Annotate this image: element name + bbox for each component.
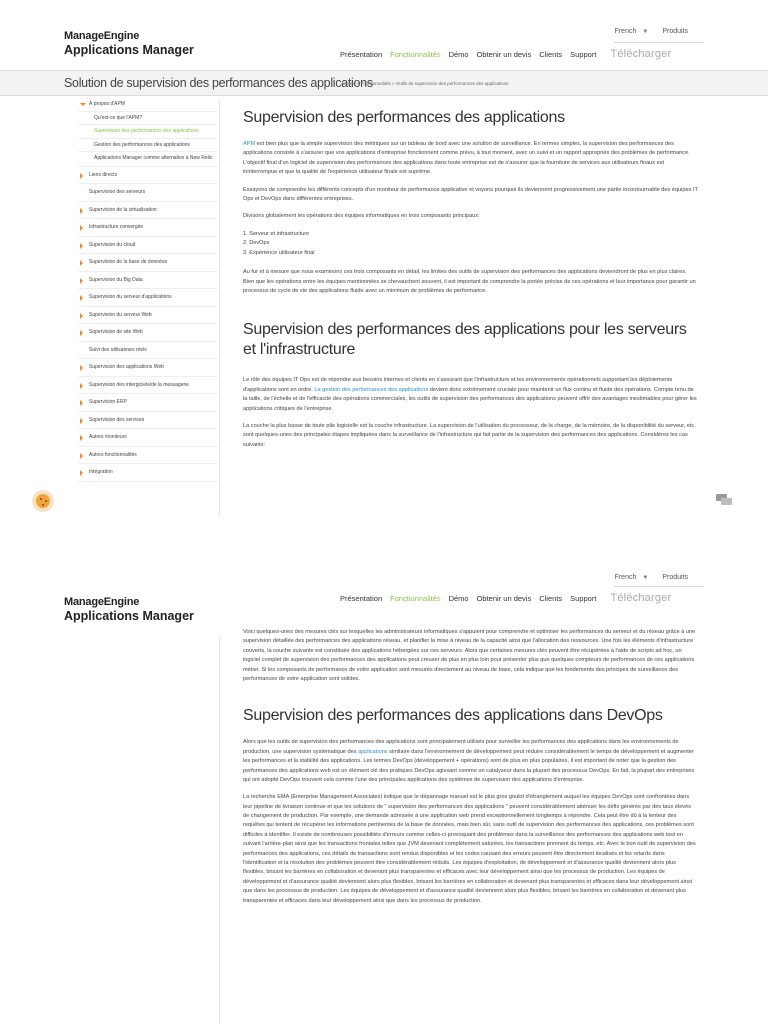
main-nav xyxy=(340,592,671,604)
chevron-right-icon xyxy=(80,260,83,266)
paragraph-text: Le rôle des équipes IT Ops est de répondre aux besoins internes et clients en s'assurant que l'infrastructure et les environnements opérationnels supportant les déploiements d'applications sont en ordre. xyxy=(243,377,673,393)
sidebar-item[interactable] xyxy=(78,289,218,307)
logo[interactable] xyxy=(64,30,194,57)
nav-clients[interactable]: Clients xyxy=(539,49,563,59)
nav-demo[interactable]: Démo xyxy=(448,49,469,59)
sidebar-item-label: Supervision de la virtualisation xyxy=(89,206,157,213)
nav-presentation[interactable]: Présentation xyxy=(340,49,383,59)
sidebar-subitem-active[interactable]: Supervision des performances des applications xyxy=(78,125,218,139)
sidebar-item-label: Supervision des intergiciels/de la messagerie xyxy=(89,381,190,388)
nav-quote[interactable]: Obtenir un devis xyxy=(476,49,532,59)
sidebar-item[interactable] xyxy=(78,184,218,202)
chevron-right-icon xyxy=(80,383,83,389)
products-link[interactable]: Produits xyxy=(662,28,688,35)
section-heading: Supervision des performances des applications pour les serveurs et l'infrastructure xyxy=(243,321,687,359)
chevron-down-icon: ▼ xyxy=(642,28,649,35)
chat-icon[interactable] xyxy=(716,494,732,506)
paragraph: Essayons de comprendre les différents concepts d'un moniteur de performance applicative et voyons pourquoi ils deviennent progressivement une partie incontournable des équipes IT Ops et DevOps dans différentes entreprises. xyxy=(243,186,698,202)
paragraph-text: Alors que les outils de supervision des performances des applications sont principalement utilisés pour surveiller les performances des applications dans les environnements de production, une supervision systématique des xyxy=(243,739,679,755)
site-header-sticky xyxy=(0,566,768,636)
chevron-right-icon xyxy=(80,173,83,179)
sidebar-item-label: Autres moniteurs xyxy=(89,434,127,440)
sidebar-item[interactable] xyxy=(78,254,218,272)
language-selector[interactable] xyxy=(615,574,649,581)
sidebar-item-label: Supervision du serveur Web xyxy=(89,311,152,318)
chevron-down-icon: ▼ xyxy=(642,574,649,581)
sidebar-section-about-apm[interactable] xyxy=(78,98,218,112)
breadcrumb[interactable]: Accueil » Fonctionnalités » Outils de supervision des performances des applications xyxy=(341,81,509,86)
paragraph-text: est bien plus que la simple supervision des métriques sur un tableau de bord avec une solution de surveillance. En termes simples, la supervision des performances des applications consiste à s'assurer que vos applications d'entreprise fonctionnent comme prévu, à tout moment, avec un suivi et un rapport appropriés des problèmes de performance. L'objectif final d'un logiciel de supervision des performances des applications dans toute entreprise est de s'assurer que la fourniture de services aux utilisateurs finaux est ininterrompue et que la qualité de l'expérience utilisateur finale est suprême. xyxy=(243,141,690,176)
sidebar-subitem[interactable]: Qu'est-ce que l'APM? xyxy=(78,112,218,126)
product-name: Applications Manager xyxy=(64,43,194,57)
site-header xyxy=(0,0,768,70)
chevron-right-icon xyxy=(80,243,83,249)
sidebar-item-label: Supervision du Big Data xyxy=(89,276,143,283)
logo[interactable] xyxy=(64,596,194,623)
paragraph xyxy=(243,376,698,414)
sidebar-item-label: Infrastructure convergée xyxy=(89,224,144,230)
chevron-right-icon xyxy=(80,418,83,424)
sidebar-subitem[interactable]: Applications Manager comme alternative à New Relic xyxy=(78,152,218,167)
sidebar-item[interactable] xyxy=(78,202,218,220)
main-content-continued xyxy=(243,628,698,906)
top-links xyxy=(615,574,688,581)
chevron-right-icon xyxy=(80,313,83,319)
chevron-right-icon xyxy=(80,225,83,231)
brand-name: ManageEngine xyxy=(64,596,140,608)
sidebar-item-label: Supervision du serveur d'applications xyxy=(89,294,172,300)
list-item: 2. DevOps xyxy=(243,240,270,247)
page-title-bar xyxy=(0,70,768,96)
main-nav xyxy=(340,48,671,60)
sidebar-item-label: Supervision des services xyxy=(89,416,145,423)
main-content xyxy=(243,108,698,450)
chevron-right-icon xyxy=(80,278,83,284)
download-button[interactable]: Télécharger xyxy=(610,48,672,60)
sidebar-item[interactable] xyxy=(78,394,218,412)
cookie-chip xyxy=(42,504,44,506)
nav-support[interactable]: Support xyxy=(570,593,597,603)
paragraph xyxy=(243,738,698,785)
language-label: French xyxy=(614,574,637,581)
paragraph: Voici quelques-unes des mesures clés sur lesquelles les administrateurs informatiques s'appuient pour comprendre et optimiser les performances du serveur et du réseau grâce à une supervision détaillée des performances des applications réseau, et planifier la mise à niveau de la capacité ainsi que l'allocation des ressources. Une fois les éléments d'infrastructure couverts, la couche suivante est constituée des applications hébergées sur ces serveurs. Alors que certaines mesures clés peuvent être récupérées à l'aide de scripts ad hoc, un logiciel complet de supervision des performances des applications peut creuser de plus en plus loin pour présenter plus que quelques compteurs de performances de ces applications métier. Si les composants de performance de votre application sont mesurés directement au niveau de base, cela indique que les fondements des principes de surveillance des performances de votre application sont solides. xyxy=(243,629,696,682)
sidebar-item[interactable] xyxy=(78,464,218,482)
sidebar-item-label: Supervision des applications Web xyxy=(89,364,164,370)
sidebar-item[interactable] xyxy=(78,429,218,447)
paragraph: Au fur et à mesure que nous examinons ces trois composants en détail, les limites des outils de supervision des performances des applications deviendront de plus en plus claires. Bien que les opérations entre les équipes mentionnées se chevauchent souvent, il est important de comprendre la portée précise de ces opérations et leur importance pour garantir un processus de cycle de vie des applications fluide avec un minimum de problèmes de performance. xyxy=(243,269,696,295)
list-item: 1. Serveur et infrastructure xyxy=(243,230,310,237)
chevron-right-icon xyxy=(80,470,83,476)
nav-clients[interactable]: Clients xyxy=(539,593,563,603)
nav-features[interactable]: Fonctionnalités xyxy=(390,49,441,59)
nav-features[interactable]: Fonctionnalités xyxy=(390,593,441,603)
sidebar-item[interactable] xyxy=(78,447,218,465)
cookie-icon[interactable] xyxy=(32,490,54,512)
page-title: Solution de supervision des performances des applications xyxy=(64,76,373,90)
chat-bubble xyxy=(721,498,732,505)
paragraph: Divisons globalement les opérations des équipes informatiques en trois composants principaux: xyxy=(243,213,480,220)
divider xyxy=(614,42,704,43)
language-label: French xyxy=(614,28,637,35)
language-selector[interactable] xyxy=(615,28,649,35)
sidebar-item[interactable] xyxy=(78,219,218,237)
divider xyxy=(219,98,220,518)
sidebar-item[interactable] xyxy=(78,342,218,360)
nav-quote[interactable]: Obtenir un devis xyxy=(476,593,532,603)
products-link[interactable]: Produits xyxy=(662,574,688,581)
chevron-right-icon xyxy=(80,208,83,214)
sidebar xyxy=(78,98,218,482)
sidebar-item-label: Intégration xyxy=(89,469,113,475)
chevron-right-icon xyxy=(80,453,83,459)
sidebar-item[interactable] xyxy=(78,412,218,430)
divider xyxy=(219,636,220,1024)
section-heading: Supervision des performances des applications xyxy=(243,109,565,126)
sidebar-item-label: Liens directs xyxy=(89,171,118,178)
cookie-chip xyxy=(45,500,47,502)
sidebar-item[interactable] xyxy=(78,272,218,290)
sidebar-item[interactable] xyxy=(78,359,218,377)
cookie-chip xyxy=(40,498,42,500)
apm-management-link[interactable]: La gestion des performances des applications xyxy=(314,386,429,393)
sidebar-item[interactable] xyxy=(78,237,218,255)
apm-link[interactable]: APM xyxy=(243,141,256,147)
sidebar-item-label: Supervision de la base de données xyxy=(89,259,168,265)
sidebar-item[interactable] xyxy=(78,167,218,185)
sidebar-item[interactable] xyxy=(78,377,218,395)
product-name: Applications Manager xyxy=(64,609,194,623)
section-heading: Supervision des performances des applications dans DevOps xyxy=(243,707,663,725)
divider xyxy=(614,586,704,587)
sidebar-item[interactable] xyxy=(78,324,218,342)
chevron-right-icon xyxy=(80,330,83,336)
sidebar-item-label: Supervision du cloud xyxy=(89,241,136,248)
applications-link[interactable]: applications xyxy=(358,748,388,755)
paragraph-text: devient donc extrêmement cruciale pour maintenir un flux continu et fluide des opérations. Compte tenu de la taille, de l'échelle et de l'efficacité des opérations commerciales, les outils de supervision des performances des applications peuvent offrir des avantages inestimables pour gérer les applications critiques de l'entreprise. xyxy=(243,386,697,412)
paragraph xyxy=(243,140,698,178)
sidebar-item-label: Supervision des serveurs xyxy=(89,189,146,195)
nav-demo[interactable]: Démo xyxy=(448,593,469,603)
chevron-right-icon xyxy=(80,295,83,301)
list-item: 3. Expérience utilisateur final xyxy=(243,249,315,256)
sidebar-item[interactable] xyxy=(78,307,218,325)
nav-presentation[interactable]: Présentation xyxy=(340,593,383,603)
sidebar-item-label: Autres fonctionnalités xyxy=(89,451,137,458)
chevron-down-icon xyxy=(80,103,86,106)
sidebar-item-label: À propos d'APM xyxy=(89,101,125,107)
chevron-right-icon xyxy=(80,400,83,406)
component-list xyxy=(243,230,698,259)
brand-name: ManageEngine xyxy=(64,30,140,42)
nav-support[interactable]: Support xyxy=(570,49,597,59)
paragraph: La couche la plus basse de toute pile logicielle est la couche infrastructure. La supervision de l'utilisation du processeur, de la charge, de la mémoire, de la disponibilité du serveur, etc. sont quelques-unes des principales étapes impliquées dans la surveillance de l'infrastructure qui fait partie de la supervision des performances des applications. Considérez les cas suivants: xyxy=(243,422,696,448)
paragraph: La recherche EMA (Enterprise Management Associates) indique que le dépannage manuel est le plus gros goulot d'étranglement auquel les équipes DevOps sont confrontées dans leur pipeline de livraison continue et que les solutions de " supervision des performances des applications " peuvent considérablement atténuer les défis générés par des taux élevés de changement de production. Par exemple, une demande adressée à une application web prend exceptionnellement longtemps à répondre. Cela peut être dû à la lenteur des requêtes qui tentent de récupérer les informations pertinentes de la base de données, mais bien sûr, sans outil de supervision des performances des applications, ces problèmes sont difficiles à identifier. Il existe de nombreuses possibilités d'erreurs comme celles-ci provoquant des problèmes dans la surveillance des performances des applications web tout en suivant l'arrière-plan ainsi que les transactions frontales telles que JVM devenant complètement saturées, les transactions prennent du temps, etc. Avec le bon outil de supervision des performances des applications, ces détails de transactions sont rendus disponibles et les codes causant des erreurs peuvent être directement localisés et les retards dans l'identification et la résolution des problèmes peuvent être considérablement réduits. Les équipes d'exploitation, de développement et d'assurance qualité deviennent alors plus flexibles, brisant les barrières en collaboration et devenant plus transparentes et efficaces avec leur développement ainsi que les processus de production. Les équipes de développement et d'assurance qualité deviennent alors plus flexibles, brisant les barrières en collaboration et devenant plus transparentes et efficaces dans leur développement ainsi que dans les processus de production. Les équipes de développement et d'assurance qualité deviennent alors plus flexibles, brisant les barrières en collaboration et devenant plus transparentes et efficaces dans leur développement ainsi que dans les processus de production. xyxy=(243,794,696,904)
download-button[interactable]: Télécharger xyxy=(610,592,672,604)
chevron-right-icon xyxy=(80,435,83,441)
sidebar-item-label: Supervision de site Web xyxy=(89,329,143,335)
paragraph-text: similaire dans l'environnement de développement peut réduire considérablement le temps de développement et augmenter les performances et la stabilité des applications. Les termes DevOps (développement + opérations) sont de plus en plus populaires, il est important de noter que la gestion des performances des applications web est un élément clé des pratiques DevOps agissant comme un catalyseur dans la plupart des processus DevOps. En fait, la plupart des entreprises qui ont adopté DevOps trouvent cela comme l'une des principales applications des systèmes de supervision des applications d'entreprise. xyxy=(243,748,695,783)
chevron-right-icon xyxy=(80,365,83,371)
sidebar-subitem[interactable]: Gestion des performances des applications xyxy=(78,139,218,153)
sidebar-item-label: Supervision ERP xyxy=(89,399,127,405)
sidebar-item-label: Suivi des utilisateurs réels xyxy=(89,346,147,353)
top-links xyxy=(615,28,688,35)
